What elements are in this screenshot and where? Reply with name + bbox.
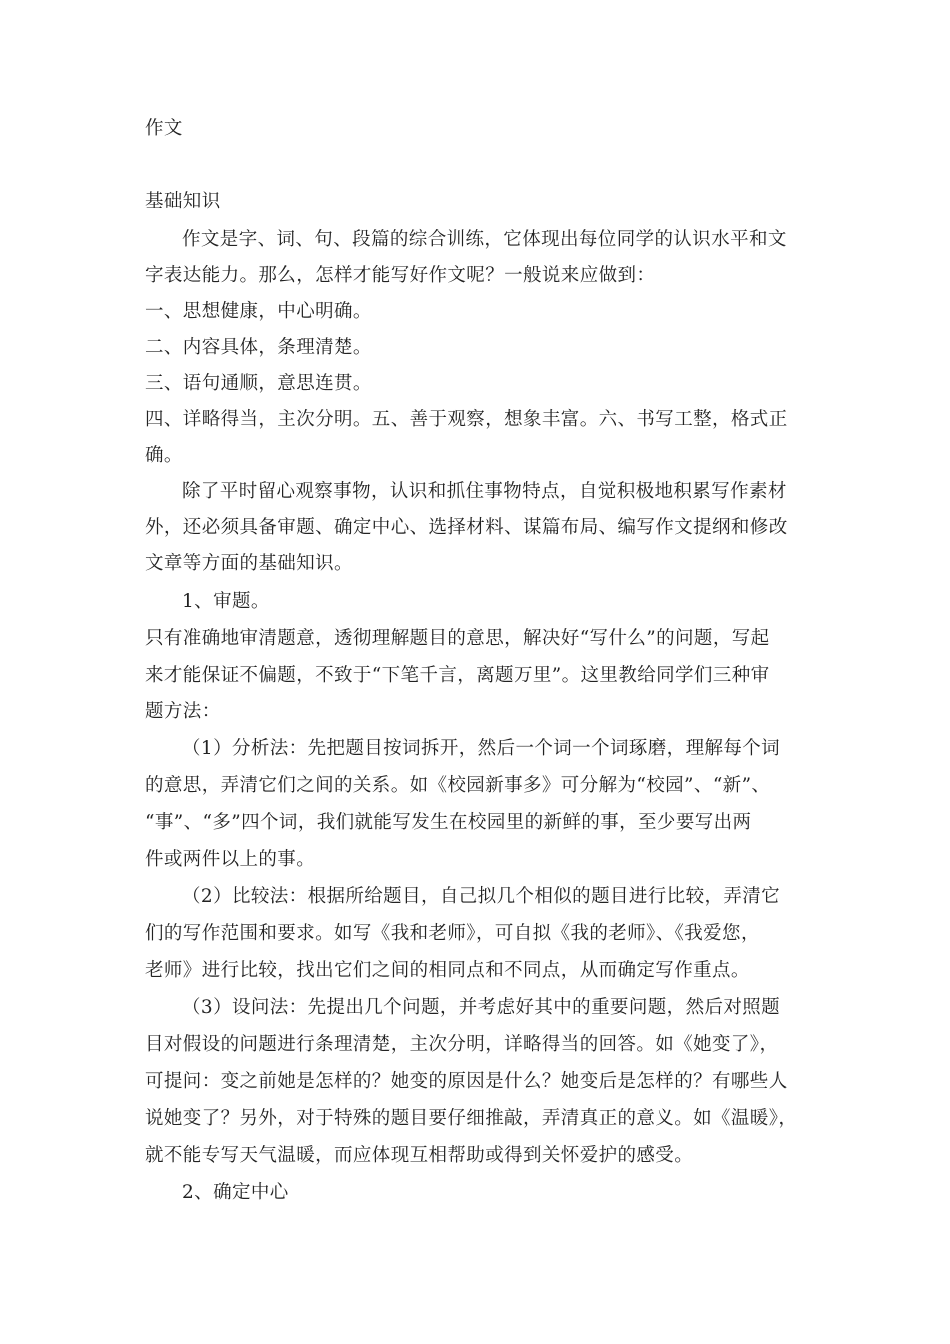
- requirement-line: 三、语句通顺，意思连贯。: [145, 373, 372, 394]
- method-1-line: （1）分析法：先把题目按词拆开，然后一个词一个词琢磨，理解每个词: [182, 738, 781, 759]
- method-1-line: “事”、“多”四个词，我们就能写发生在校园里的新鲜的事，至少要写出两: [145, 812, 752, 833]
- foundation-line: 外，还必须具备审题、确定中心、选择材料、谋篇布局、编写作文提纲和修改: [145, 517, 788, 538]
- intro-line: 作文是字、词、句、段篇的综合训练，它体现出每位同学的认识水平和文: [182, 229, 787, 250]
- requirement-line: 二、内容具体，条理清楚。: [145, 337, 372, 358]
- heading-center: 2、确定中心: [182, 1182, 289, 1203]
- review-line: 题方法：: [145, 701, 221, 722]
- method-3-line: 就不能专写天气温暖，而应体现互相帮助或得到关怀爱护的感受。: [145, 1145, 694, 1166]
- review-line: 来才能保证不偏题，不致于“下笔千言，离题万里”。这里教给同学们三种审: [145, 665, 770, 686]
- foundation-line: 除了平时留心观察事物，认识和抓住事物特点，自觉积极地积累写作素材: [182, 481, 787, 502]
- method-3-line: 说她变了？另外，对于特殊的题目要仔细推敲，弄清真正的意义。如《温暖》，: [145, 1108, 798, 1129]
- method-2-line: （2）比较法：根据所给题目，自己拟几个相似的题目进行比较，弄清它: [182, 886, 781, 907]
- requirement-line: 四、详略得当，主次分明。五、善于观察，想象丰富。六、书写工整，格式正: [145, 409, 788, 430]
- method-2-line: 老师》进行比较，找出它们之间的相同点和不同点，从而确定写作重点。: [145, 960, 750, 981]
- method-3-line: 目对假设的问题进行条理清楚，主次分明，详略得当的回答。如《她变了》，: [145, 1034, 779, 1055]
- section-heading: 基础知识: [145, 191, 221, 212]
- foundation-line: 文章等方面的基础知识。: [145, 553, 353, 574]
- method-1-line: 的意思，弄清它们之间的关系。如《校园新事多》可分解为“校园”、“新”、: [145, 775, 771, 796]
- requirement-line: 一、思想健康，中心明确。: [145, 301, 372, 322]
- method-3-line: 可提问：变之前她是怎样的？她变的原因是什么？她变后是怎样的？有哪些人: [145, 1071, 788, 1092]
- review-line: 只有准确地审清题意，透彻理解题目的意思，解决好“写什么”的问题，写起: [145, 628, 770, 649]
- method-3-line: （3）设问法：先提出几个问题，并考虑好其中的重要问题，然后对照题: [182, 997, 781, 1018]
- method-1-line: 件或两件以上的事。: [145, 849, 316, 870]
- method-2-line: 们的写作范围和要求。如写《我和老师》，可自拟《我的老师》、《我爱您，: [145, 923, 760, 944]
- heading-review: 1、审题。: [182, 591, 270, 612]
- requirement-line: 确。: [145, 445, 183, 466]
- document-title: 作文: [145, 118, 183, 139]
- intro-line: 字表达能力。那么，怎样才能写好作文呢？一般说来应做到：: [145, 265, 656, 286]
